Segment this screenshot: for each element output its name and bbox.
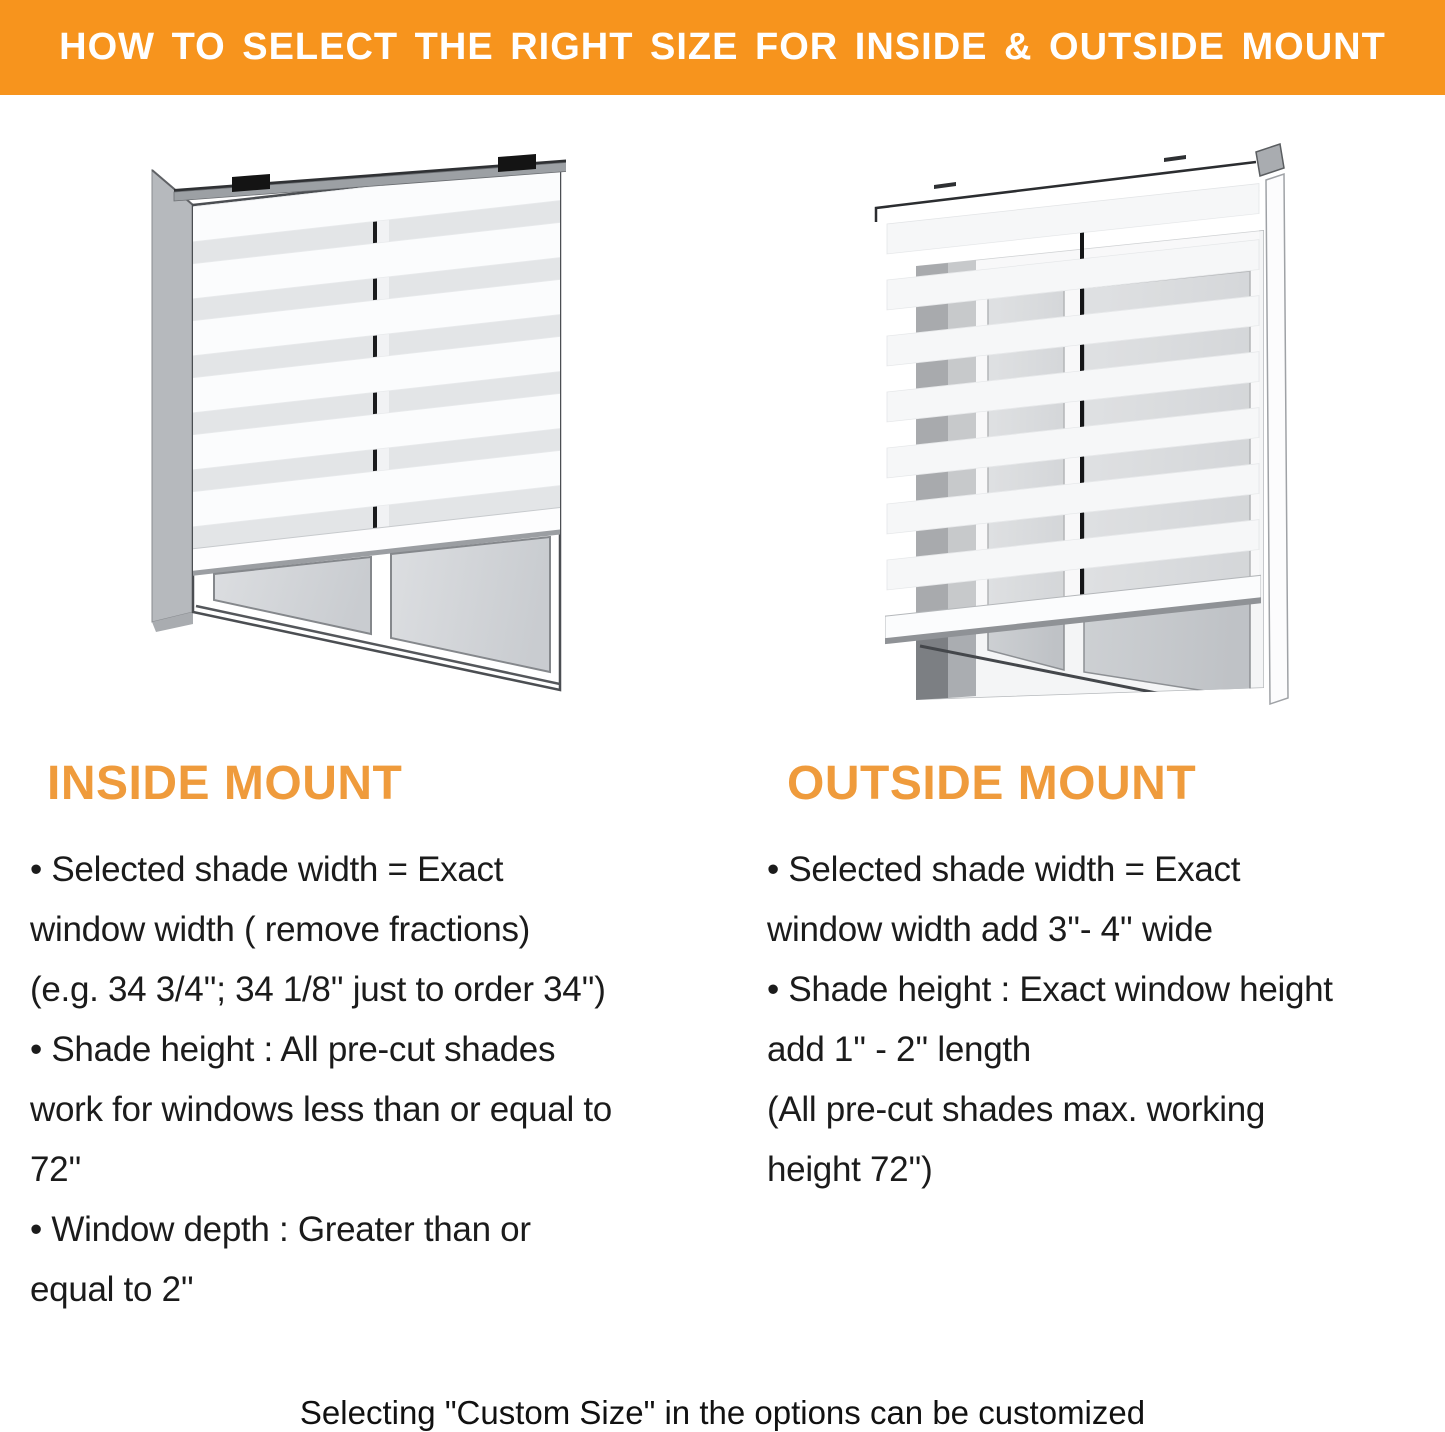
text-line: equal to 2''	[30, 1270, 194, 1309]
text-line: window width ( remove fractions)	[30, 910, 531, 949]
text-line: • Shade height : Exact window height	[767, 970, 1333, 1009]
bracket-icon	[1256, 144, 1284, 176]
window-reveal	[152, 170, 193, 632]
text-line: • Selected shade width = Exact	[30, 850, 504, 889]
zebra-shade	[186, 165, 566, 577]
text-line: (All pre-cut shades max. working	[767, 1090, 1266, 1129]
outside-mount-illustration	[868, 138, 1308, 753]
outside-mount-heading: OUTSIDE MOUNT	[787, 757, 1197, 810]
inside-mount-illustration	[146, 150, 566, 715]
text-line: 72''	[30, 1150, 82, 1189]
window-frame-edge	[1266, 174, 1288, 704]
text-line: window width add 3''- 4'' wide	[767, 910, 1213, 949]
bracket-icon	[498, 154, 536, 172]
text-line: (e.g. 34 3/4''; 34 1/8'' just to order 34'')	[30, 970, 606, 1009]
page-title: HOW TO SELECT THE RIGHT SIZE FOR INSIDE & OUTSIDE MOUNT	[59, 26, 1386, 68]
zebra-shade	[885, 183, 1261, 644]
text-line: • Window depth : Greater than or	[30, 1210, 531, 1249]
text-line: • Shade height : All pre-cut shades	[30, 1030, 556, 1069]
text-line: height 72'')	[767, 1150, 933, 1189]
inside-mount-heading: INSIDE MOUNT	[47, 757, 403, 810]
footer-note: Selecting "Custom Size" in the options can be customized	[299, 1394, 1146, 1431]
banner	[0, 0, 1445, 95]
bracket-icon	[232, 174, 270, 192]
inside-mount-instructions	[30, 840, 730, 1320]
text-line: work for windows less than or equal to	[30, 1090, 612, 1129]
outside-mount-instructions	[767, 840, 1427, 1200]
text-line: add 1'' - 2'' length	[767, 1030, 1031, 1069]
text-line: • Selected shade width = Exact	[767, 850, 1241, 889]
